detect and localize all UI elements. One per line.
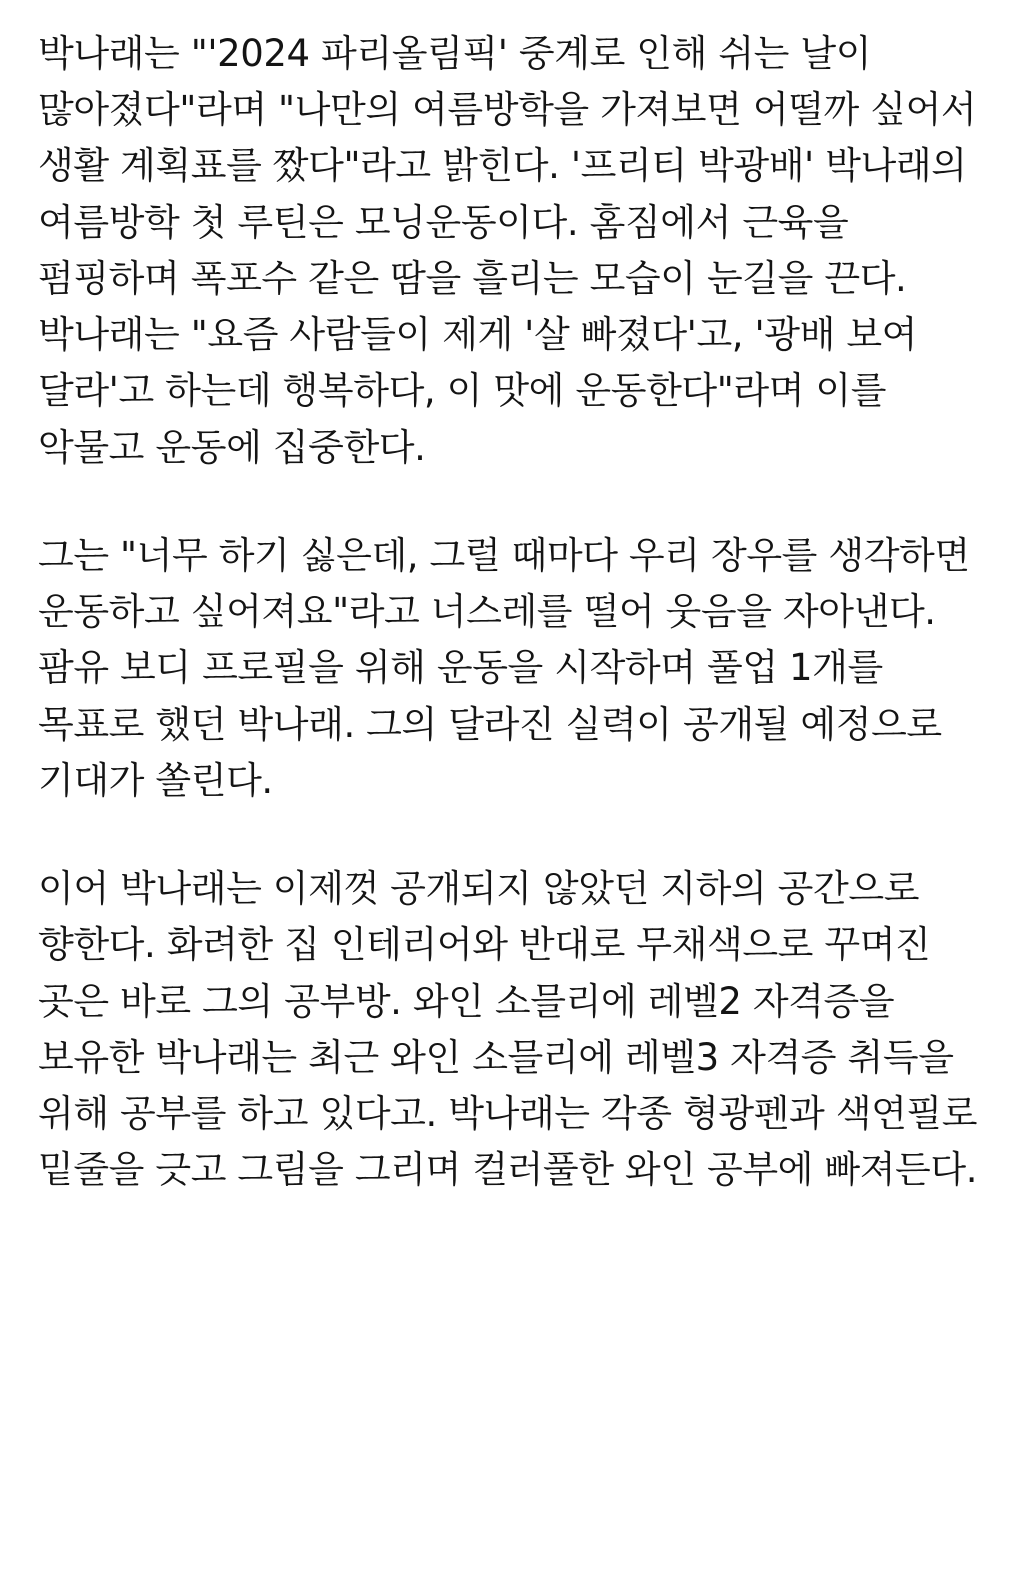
article-paragraph-3: 이어 박나래는 이제껏 공개되지 않았던 지하의 공간으로 향한다. 화려한 집 인테리어와 반대로 무채색으로 꾸며진 곳은 바로 그의 공부방. 와인 소믈리에 레벨2 자격증을 보유한 박나래는 최근 와인 소믈리에 레벨3 자격증 취득을 위해 공부를 하고 있다고. 박나래는 각종 형광펜과 색연필로 밑줄을 긋고 그림을 그리며 컬러풀한 와인 공부에 빠져든다. — [38, 867, 989, 1192]
article-paragraph-1: 박나래는 "'2024 파리올림픽' 중계로 인해 쉬는 날이 많아졌다"라며 "나만의 여름방학을 가져보면 어떨까 싶어서 생활 계획표를 짰다"라고 밝힌다. '프리티 박광배' 박나래의 여름방학 첫 루틴은 모닝운동이다. 홈짐에서 근육을 펌핑하며 폭포수 같은 땀을 흘리는 모습이 눈길을 끈다. 박나래는 "요즘 사람들이 제게 '살 빠졌다'고, '광배 보여 달라'고 하는데 행복하다, 이 맛에 운동한다"라며 이를 악물고 운동에 집중한다. — [38, 32, 988, 469]
article-paragraph-2: 그는 "너무 하기 싫은데, 그럴 때마다 우리 장우를 생각하면 운동하고 싶어져요"라고 너스레를 떨어 웃음을 자아낸다. 팜유 보디 프로필을 위해 운동을 시작하며 풀업 1개를 목표로 했던 박나래. 그의 달라진 실력이 공개될 예정으로 기대가 쏠린다. — [38, 533, 982, 802]
